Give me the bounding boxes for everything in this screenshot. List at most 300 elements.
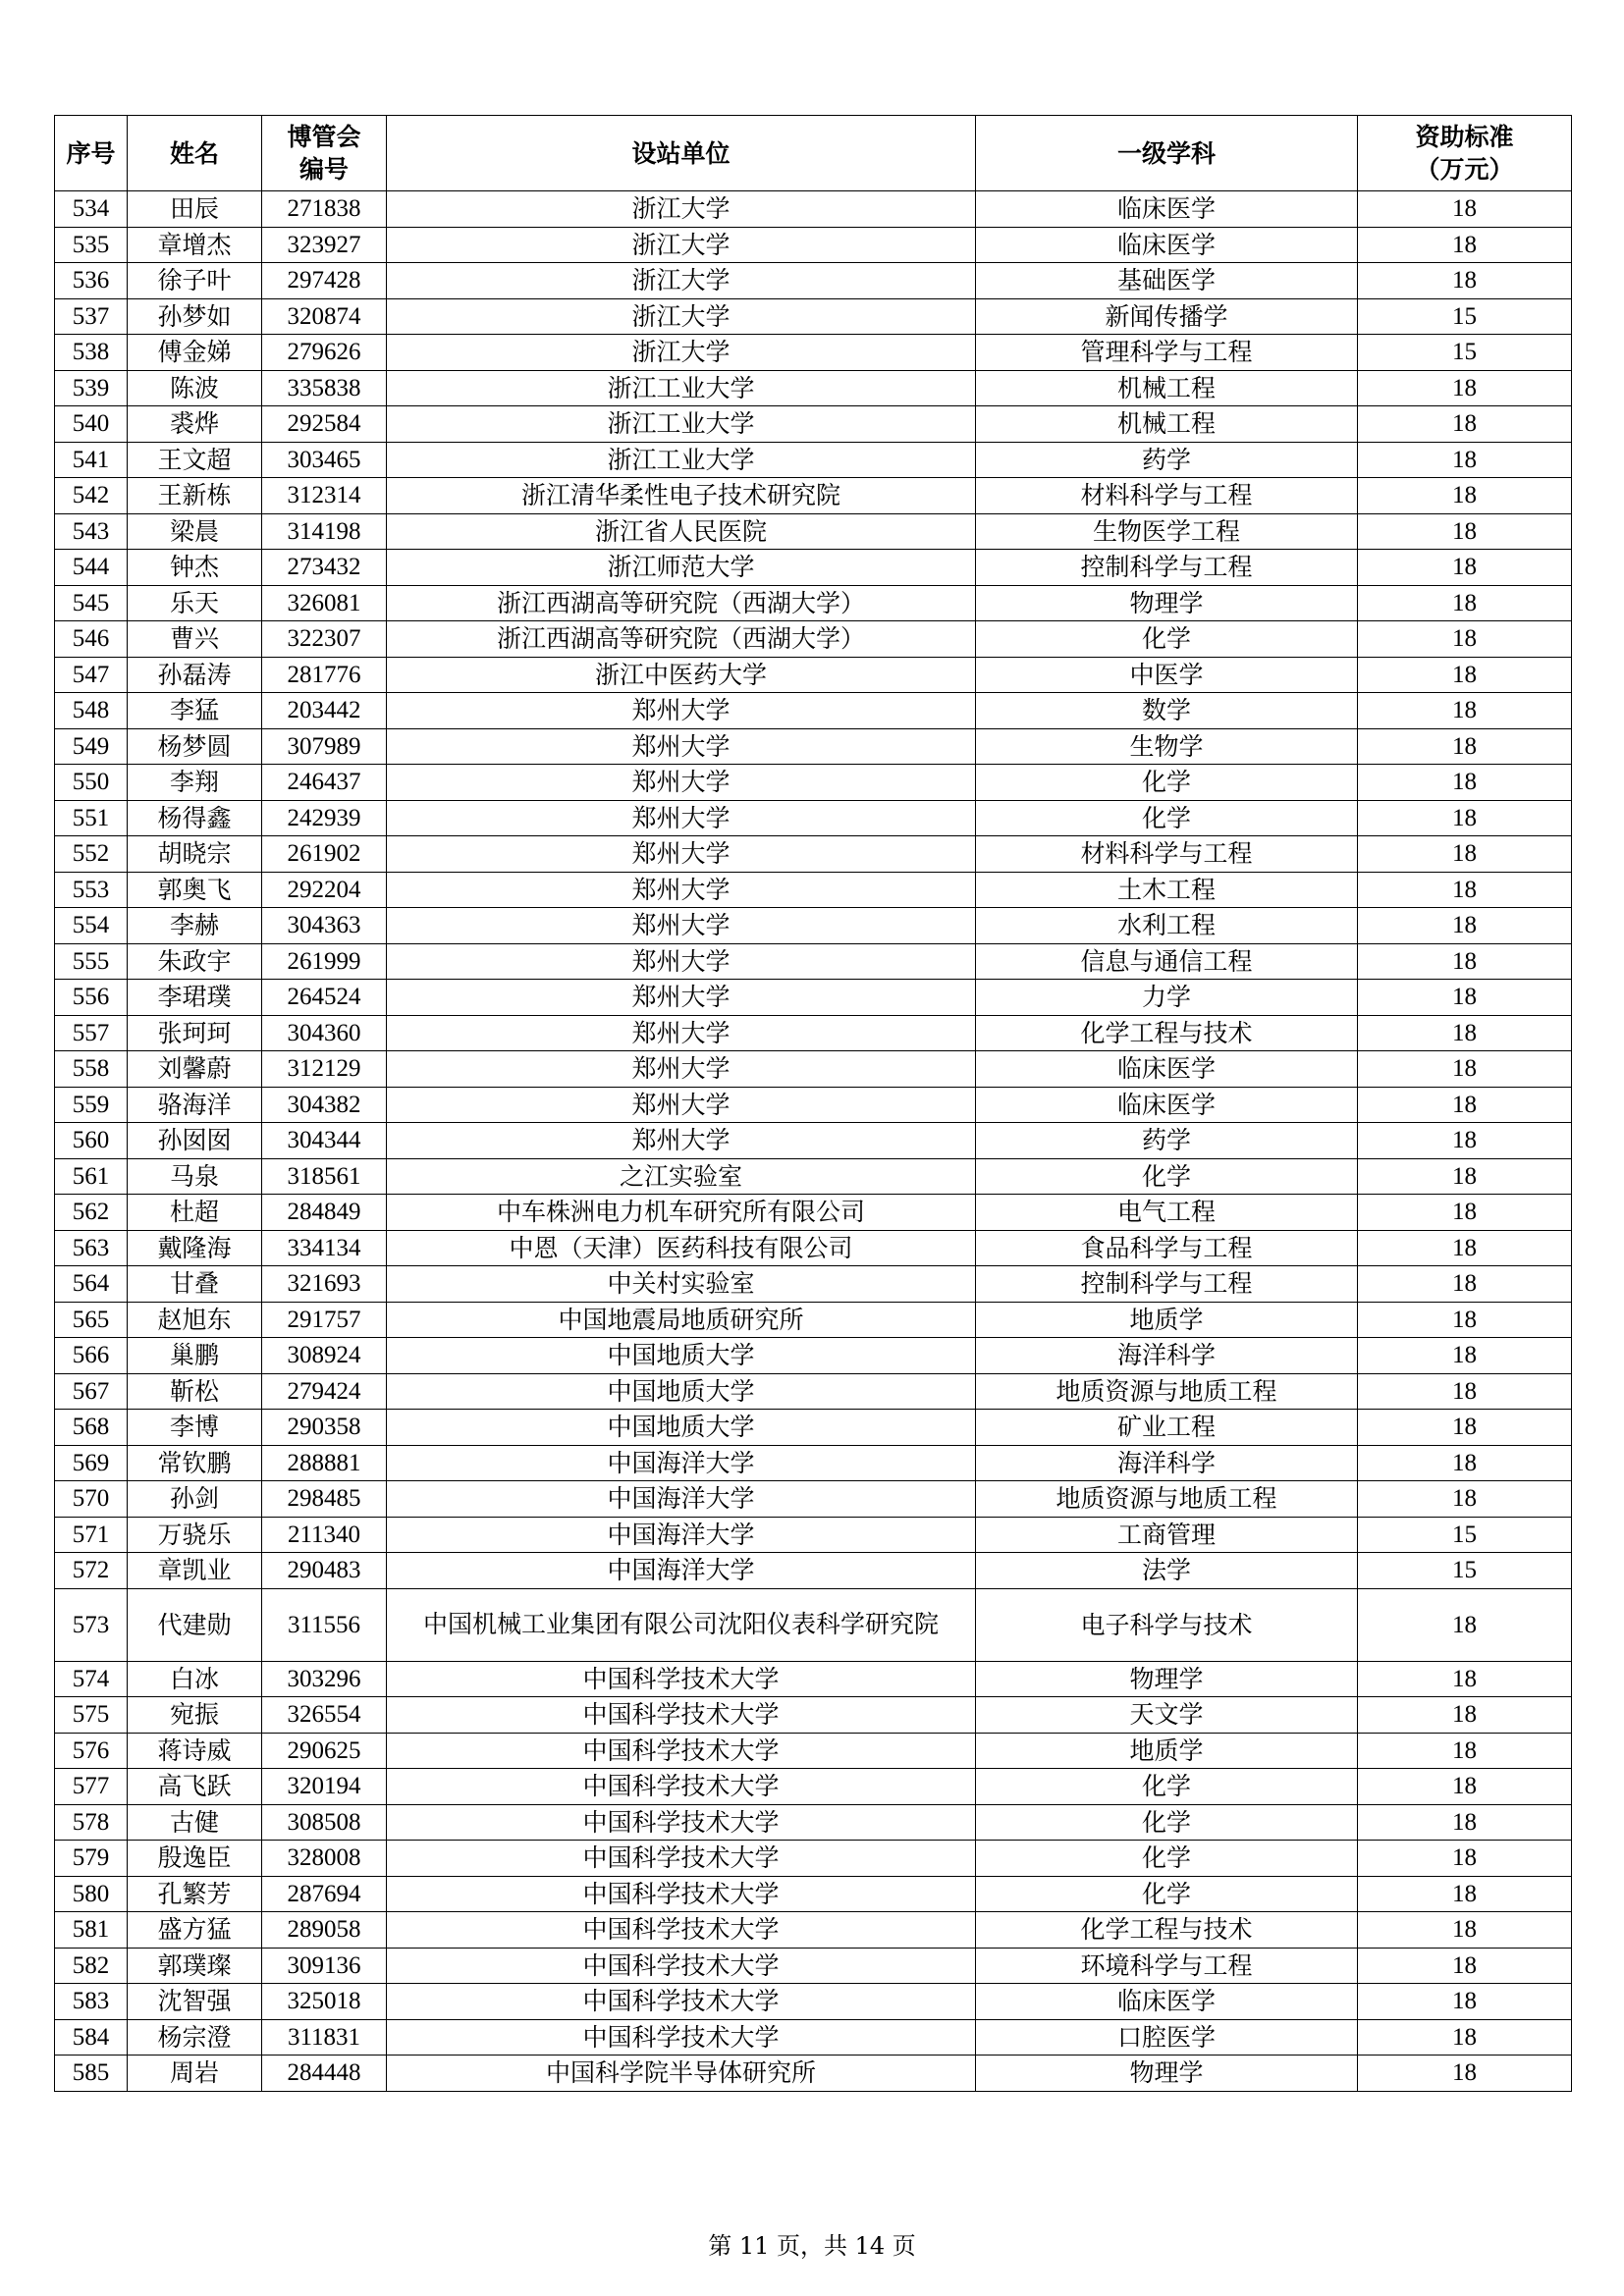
cell-funding: 18 [1358,1302,1572,1338]
table-row [55,191,1572,228]
cell-unit: 中国科学技术大学 [387,1948,976,1984]
cell-discipline: 临床医学 [976,191,1358,228]
cell-id: 325018 [262,1984,387,2020]
cell-unit: 郑州大学 [387,1087,976,1123]
cell-name: 杨梦圆 [128,728,262,765]
table-row [55,1373,1572,1410]
cell-unit: 中国科学技术大学 [387,1984,976,2020]
cell-unit: 中国地质大学 [387,1338,976,1374]
cell-discipline: 物理学 [976,2056,1358,2092]
cell-funding: 18 [1358,765,1572,801]
cell-name: 万骁乐 [128,1517,262,1553]
cell-name: 王新栋 [128,478,262,514]
cell-id: 322307 [262,621,387,658]
cell-name: 白冰 [128,1661,262,1697]
cell-funding: 18 [1358,478,1572,514]
table-row [55,693,1572,729]
cell-name: 郭奥飞 [128,872,262,908]
table-body [55,191,1572,2092]
cell-id: 314198 [262,513,387,550]
cell-discipline: 化学 [976,1769,1358,1805]
table-row [55,1015,1572,1051]
cell-funding: 18 [1358,585,1572,621]
cell-unit: 之江实验室 [387,1158,976,1195]
header-unit: 设站单位 [387,116,976,191]
cell-discipline: 化学 [976,1804,1358,1841]
cell-name: 梁晨 [128,513,262,550]
cell-seq: 584 [55,2019,128,2056]
cell-discipline: 地质资源与地质工程 [976,1373,1358,1410]
cell-seq: 574 [55,1661,128,1697]
cell-name: 孔繁芳 [128,1876,262,1912]
cell-unit: 浙江工业大学 [387,442,976,478]
cell-seq: 565 [55,1302,128,1338]
cell-name: 古健 [128,1804,262,1841]
header-funding-line2: （万元） [1415,155,1514,184]
table-row [55,1553,1572,1589]
cell-name: 骆海洋 [128,1087,262,1123]
funding-table [54,115,1572,2092]
table-row [55,836,1572,873]
cell-funding: 18 [1358,1410,1572,1446]
cell-unit: 中国海洋大学 [387,1553,976,1589]
cell-discipline: 力学 [976,980,1358,1016]
cell-unit: 中恩（天津）医药科技有限公司 [387,1230,976,1266]
cell-name: 靳松 [128,1373,262,1410]
cell-discipline: 机械工程 [976,370,1358,406]
cell-name: 张珂珂 [128,1015,262,1051]
cell-name: 孙梦如 [128,298,262,335]
cell-name: 乐天 [128,585,262,621]
table-row [55,1697,1572,1734]
cell-funding: 18 [1358,1195,1572,1231]
cell-discipline: 管理科学与工程 [976,335,1358,371]
header-id-line1: 博管会 [287,123,361,151]
cell-id: 289058 [262,1912,387,1949]
cell-unit: 中国机械工业集团有限公司沈阳仪表科学研究院 [387,1588,976,1661]
cell-discipline: 法学 [976,1553,1358,1589]
cell-funding: 18 [1358,1230,1572,1266]
cell-funding: 18 [1358,1804,1572,1841]
cell-funding: 18 [1358,1948,1572,1984]
cell-discipline: 控制科学与工程 [976,550,1358,586]
cell-discipline: 生物医学工程 [976,513,1358,550]
table-row [55,1338,1572,1374]
cell-funding: 18 [1358,908,1572,944]
cell-seq: 562 [55,1195,128,1231]
table-row [55,1195,1572,1231]
cell-name: 裘烨 [128,406,262,443]
cell-funding: 18 [1358,406,1572,443]
cell-id: 311556 [262,1588,387,1661]
cell-id: 264524 [262,980,387,1016]
table-row [55,1733,1572,1769]
cell-unit: 中国海洋大学 [387,1445,976,1481]
cell-funding: 18 [1358,693,1572,729]
cell-id: 261999 [262,943,387,980]
cell-name: 王文超 [128,442,262,478]
cell-name: 戴隆海 [128,1230,262,1266]
cell-funding: 18 [1358,1841,1572,1877]
cell-id: 287694 [262,1876,387,1912]
cell-seq: 575 [55,1697,128,1734]
cell-seq: 583 [55,1984,128,2020]
cell-unit: 中国科学技术大学 [387,1733,976,1769]
table-row [55,1158,1572,1195]
cell-seq: 551 [55,800,128,836]
cell-seq: 559 [55,1087,128,1123]
cell-seq: 538 [55,335,128,371]
cell-discipline: 化学工程与技术 [976,1912,1358,1949]
cell-id: 281776 [262,657,387,693]
cell-unit: 郑州大学 [387,872,976,908]
cell-discipline: 机械工程 [976,406,1358,443]
table-row [55,728,1572,765]
cell-unit: 郑州大学 [387,693,976,729]
cell-unit: 中国科学技术大学 [387,1769,976,1805]
cell-funding: 18 [1358,1087,1572,1123]
cell-name: 孙囡囡 [128,1123,262,1159]
cell-discipline: 化学 [976,1876,1358,1912]
cell-seq: 546 [55,621,128,658]
cell-unit: 中国地质大学 [387,1410,976,1446]
cell-name: 章增杰 [128,227,262,263]
cell-discipline: 数学 [976,693,1358,729]
cell-name: 章凯业 [128,1553,262,1589]
cell-id: 328008 [262,1841,387,1877]
cell-unit: 郑州大学 [387,836,976,873]
cell-name: 郭璞璨 [128,1948,262,1984]
cell-funding: 18 [1358,513,1572,550]
header-name: 姓名 [128,116,262,191]
cell-discipline: 化学工程与技术 [976,1015,1358,1051]
table-row [55,1661,1572,1697]
cell-id: 291757 [262,1302,387,1338]
table-row [55,980,1572,1016]
cell-id: 304344 [262,1123,387,1159]
table-row [55,1984,1572,2020]
cell-seq: 558 [55,1051,128,1088]
cell-funding: 18 [1358,442,1572,478]
cell-seq: 557 [55,1015,128,1051]
cell-seq: 541 [55,442,128,478]
cell-unit: 中国海洋大学 [387,1517,976,1553]
cell-seq: 553 [55,872,128,908]
cell-id: 318561 [262,1158,387,1195]
cell-name: 钟杰 [128,550,262,586]
cell-funding: 18 [1358,1769,1572,1805]
cell-funding: 15 [1358,298,1572,335]
table-row [55,550,1572,586]
cell-seq: 535 [55,227,128,263]
cell-unit: 浙江工业大学 [387,370,976,406]
cell-seq: 536 [55,263,128,299]
cell-name: 孙磊涛 [128,657,262,693]
cell-discipline: 药学 [976,1123,1358,1159]
cell-seq: 561 [55,1158,128,1195]
cell-seq: 585 [55,2056,128,2092]
cell-id: 288881 [262,1445,387,1481]
cell-funding: 18 [1358,1984,1572,2020]
cell-id: 308924 [262,1338,387,1374]
cell-unit: 郑州大学 [387,980,976,1016]
cell-funding: 18 [1358,657,1572,693]
cell-id: 290625 [262,1733,387,1769]
cell-id: 304382 [262,1087,387,1123]
cell-name: 代建勋 [128,1588,262,1661]
cell-id: 311831 [262,2019,387,2056]
cell-id: 271838 [262,191,387,228]
cell-funding: 18 [1358,621,1572,658]
cell-funding: 18 [1358,1266,1572,1303]
cell-unit: 浙江大学 [387,298,976,335]
cell-unit: 郑州大学 [387,1123,976,1159]
cell-name: 李猛 [128,693,262,729]
table-row [55,765,1572,801]
cell-unit: 中车株洲电力机车研究所有限公司 [387,1195,976,1231]
table-row [55,1051,1572,1088]
table-row [55,442,1572,478]
header-discipline: 一级学科 [976,116,1358,191]
cell-seq: 568 [55,1410,128,1446]
table-row [55,1481,1572,1518]
cell-discipline: 临床医学 [976,1087,1358,1123]
table-row [55,657,1572,693]
cell-name: 李珺璞 [128,980,262,1016]
cell-name: 孙剑 [128,1481,262,1518]
cell-id: 326554 [262,1697,387,1734]
cell-discipline: 化学 [976,765,1358,801]
cell-name: 李翔 [128,765,262,801]
cell-id: 303465 [262,442,387,478]
cell-seq: 552 [55,836,128,873]
cell-name: 马泉 [128,1158,262,1195]
cell-unit: 浙江师范大学 [387,550,976,586]
cell-seq: 543 [55,513,128,550]
cell-unit: 郑州大学 [387,765,976,801]
cell-seq: 539 [55,370,128,406]
cell-funding: 18 [1358,980,1572,1016]
cell-name: 甘叠 [128,1266,262,1303]
cell-unit: 中国科学技术大学 [387,1912,976,1949]
cell-seq: 581 [55,1912,128,1949]
cell-funding: 18 [1358,1338,1572,1374]
cell-id: 309136 [262,1948,387,1984]
table-row [55,370,1572,406]
cell-seq: 545 [55,585,128,621]
cell-discipline: 药学 [976,442,1358,478]
cell-discipline: 天文学 [976,1697,1358,1734]
cell-id: 320874 [262,298,387,335]
cell-discipline: 地质学 [976,1302,1358,1338]
table-row [55,908,1572,944]
cell-funding: 18 [1358,1051,1572,1088]
cell-funding: 18 [1358,943,1572,980]
table-row [55,1769,1572,1805]
cell-discipline: 矿业工程 [976,1410,1358,1446]
header-funding [1358,116,1572,191]
table-row [55,1517,1572,1553]
cell-unit: 郑州大学 [387,1051,976,1088]
table-row [55,298,1572,335]
cell-unit: 郑州大学 [387,728,976,765]
cell-unit: 中国科学技术大学 [387,1841,976,1877]
cell-id: 284448 [262,2056,387,2092]
header-id-line2: 编号 [298,155,349,184]
table-row [55,478,1572,514]
cell-discipline: 水利工程 [976,908,1358,944]
table-row [55,406,1572,443]
cell-name: 周岩 [128,2056,262,2092]
cell-seq: 564 [55,1266,128,1303]
cell-funding: 15 [1358,1553,1572,1589]
cell-seq: 573 [55,1588,128,1661]
cell-unit: 浙江西湖高等研究院（西湖大学） [387,585,976,621]
cell-name: 李赫 [128,908,262,944]
cell-discipline: 生物学 [976,728,1358,765]
cell-name: 高飞跃 [128,1769,262,1805]
table-row [55,1445,1572,1481]
cell-id: 290483 [262,1553,387,1589]
table-row [55,1841,1572,1877]
cell-seq: 580 [55,1876,128,1912]
cell-funding: 18 [1358,2056,1572,2092]
cell-discipline: 电子科学与技术 [976,1588,1358,1661]
header-row [55,116,1572,191]
cell-unit: 中国海洋大学 [387,1481,976,1518]
cell-id: 307989 [262,728,387,765]
cell-discipline: 信息与通信工程 [976,943,1358,980]
cell-unit: 中国科学技术大学 [387,1661,976,1697]
cell-discipline: 工商管理 [976,1517,1358,1553]
cell-funding: 18 [1358,550,1572,586]
cell-id: 246437 [262,765,387,801]
cell-funding: 18 [1358,1733,1572,1769]
cell-name: 蒋诗威 [128,1733,262,1769]
cell-discipline: 海洋科学 [976,1338,1358,1374]
cell-name: 巢鹏 [128,1338,262,1374]
table-row [55,263,1572,299]
cell-seq: 577 [55,1769,128,1805]
cell-discipline: 中医学 [976,657,1358,693]
cell-id: 211340 [262,1517,387,1553]
cell-unit: 郑州大学 [387,800,976,836]
cell-seq: 571 [55,1517,128,1553]
cell-unit: 中国科学技术大学 [387,1804,976,1841]
cell-discipline: 材料科学与工程 [976,478,1358,514]
cell-funding: 18 [1358,836,1572,873]
cell-unit: 浙江西湖高等研究院（西湖大学） [387,621,976,658]
table-row [55,1588,1572,1661]
cell-name: 殷逸臣 [128,1841,262,1877]
cell-name: 曹兴 [128,621,262,658]
cell-funding: 18 [1358,1912,1572,1949]
cell-seq: 548 [55,693,128,729]
cell-name: 胡晓宗 [128,836,262,873]
cell-funding: 18 [1358,370,1572,406]
cell-unit: 中国科学技术大学 [387,1697,976,1734]
cell-unit: 中国地质大学 [387,1373,976,1410]
cell-seq: 560 [55,1123,128,1159]
cell-id: 290358 [262,1410,387,1446]
cell-unit: 浙江清华柔性电子技术研究院 [387,478,976,514]
cell-id: 304363 [262,908,387,944]
cell-discipline: 土木工程 [976,872,1358,908]
table-row [55,227,1572,263]
cell-id: 261902 [262,836,387,873]
cell-seq: 579 [55,1841,128,1877]
cell-funding: 18 [1358,1876,1572,1912]
cell-discipline: 控制科学与工程 [976,1266,1358,1303]
cell-discipline: 临床医学 [976,227,1358,263]
cell-funding: 15 [1358,1517,1572,1553]
cell-funding: 18 [1358,1697,1572,1734]
cell-unit: 中关村实验室 [387,1266,976,1303]
table-row [55,2019,1572,2056]
cell-id: 321693 [262,1266,387,1303]
cell-seq: 542 [55,478,128,514]
cell-id: 334134 [262,1230,387,1266]
cell-discipline: 临床医学 [976,1984,1358,2020]
table-row [55,513,1572,550]
header-seq: 序号 [55,116,128,191]
cell-seq: 569 [55,1445,128,1481]
cell-unit: 浙江大学 [387,335,976,371]
cell-unit: 中国地震局地质研究所 [387,1302,976,1338]
cell-unit: 中国科学技术大学 [387,2019,976,2056]
cell-discipline: 临床医学 [976,1051,1358,1088]
cell-id: 297428 [262,263,387,299]
cell-funding: 18 [1358,2019,1572,2056]
cell-funding: 18 [1358,263,1572,299]
cell-funding: 18 [1358,1445,1572,1481]
header-funding-line1: 资助标准 [1415,123,1514,151]
cell-name: 徐子叶 [128,263,262,299]
table-row [55,1410,1572,1446]
cell-discipline: 环境科学与工程 [976,1948,1358,1984]
cell-id: 292584 [262,406,387,443]
table-row [55,585,1572,621]
cell-discipline: 电气工程 [976,1195,1358,1231]
cell-seq: 534 [55,191,128,228]
cell-name: 刘馨蔚 [128,1051,262,1088]
cell-name: 田辰 [128,191,262,228]
cell-unit: 浙江中医药大学 [387,657,976,693]
cell-funding: 18 [1358,227,1572,263]
table-row [55,1948,1572,1984]
cell-id: 312129 [262,1051,387,1088]
cell-seq: 555 [55,943,128,980]
cell-id: 279424 [262,1373,387,1410]
table-row [55,1876,1572,1912]
cell-discipline: 化学 [976,1158,1358,1195]
cell-seq: 567 [55,1373,128,1410]
cell-seq: 563 [55,1230,128,1266]
cell-seq: 537 [55,298,128,335]
table-row [55,1087,1572,1123]
table-row [55,335,1572,371]
cell-unit: 浙江大学 [387,191,976,228]
cell-unit: 浙江工业大学 [387,406,976,443]
cell-discipline: 地质资源与地质工程 [976,1481,1358,1518]
header-id [262,116,387,191]
cell-discipline: 物理学 [976,585,1358,621]
cell-discipline: 海洋科学 [976,1445,1358,1481]
cell-name: 陈波 [128,370,262,406]
table-row [55,943,1572,980]
table-row [55,1266,1572,1303]
cell-seq: 570 [55,1481,128,1518]
